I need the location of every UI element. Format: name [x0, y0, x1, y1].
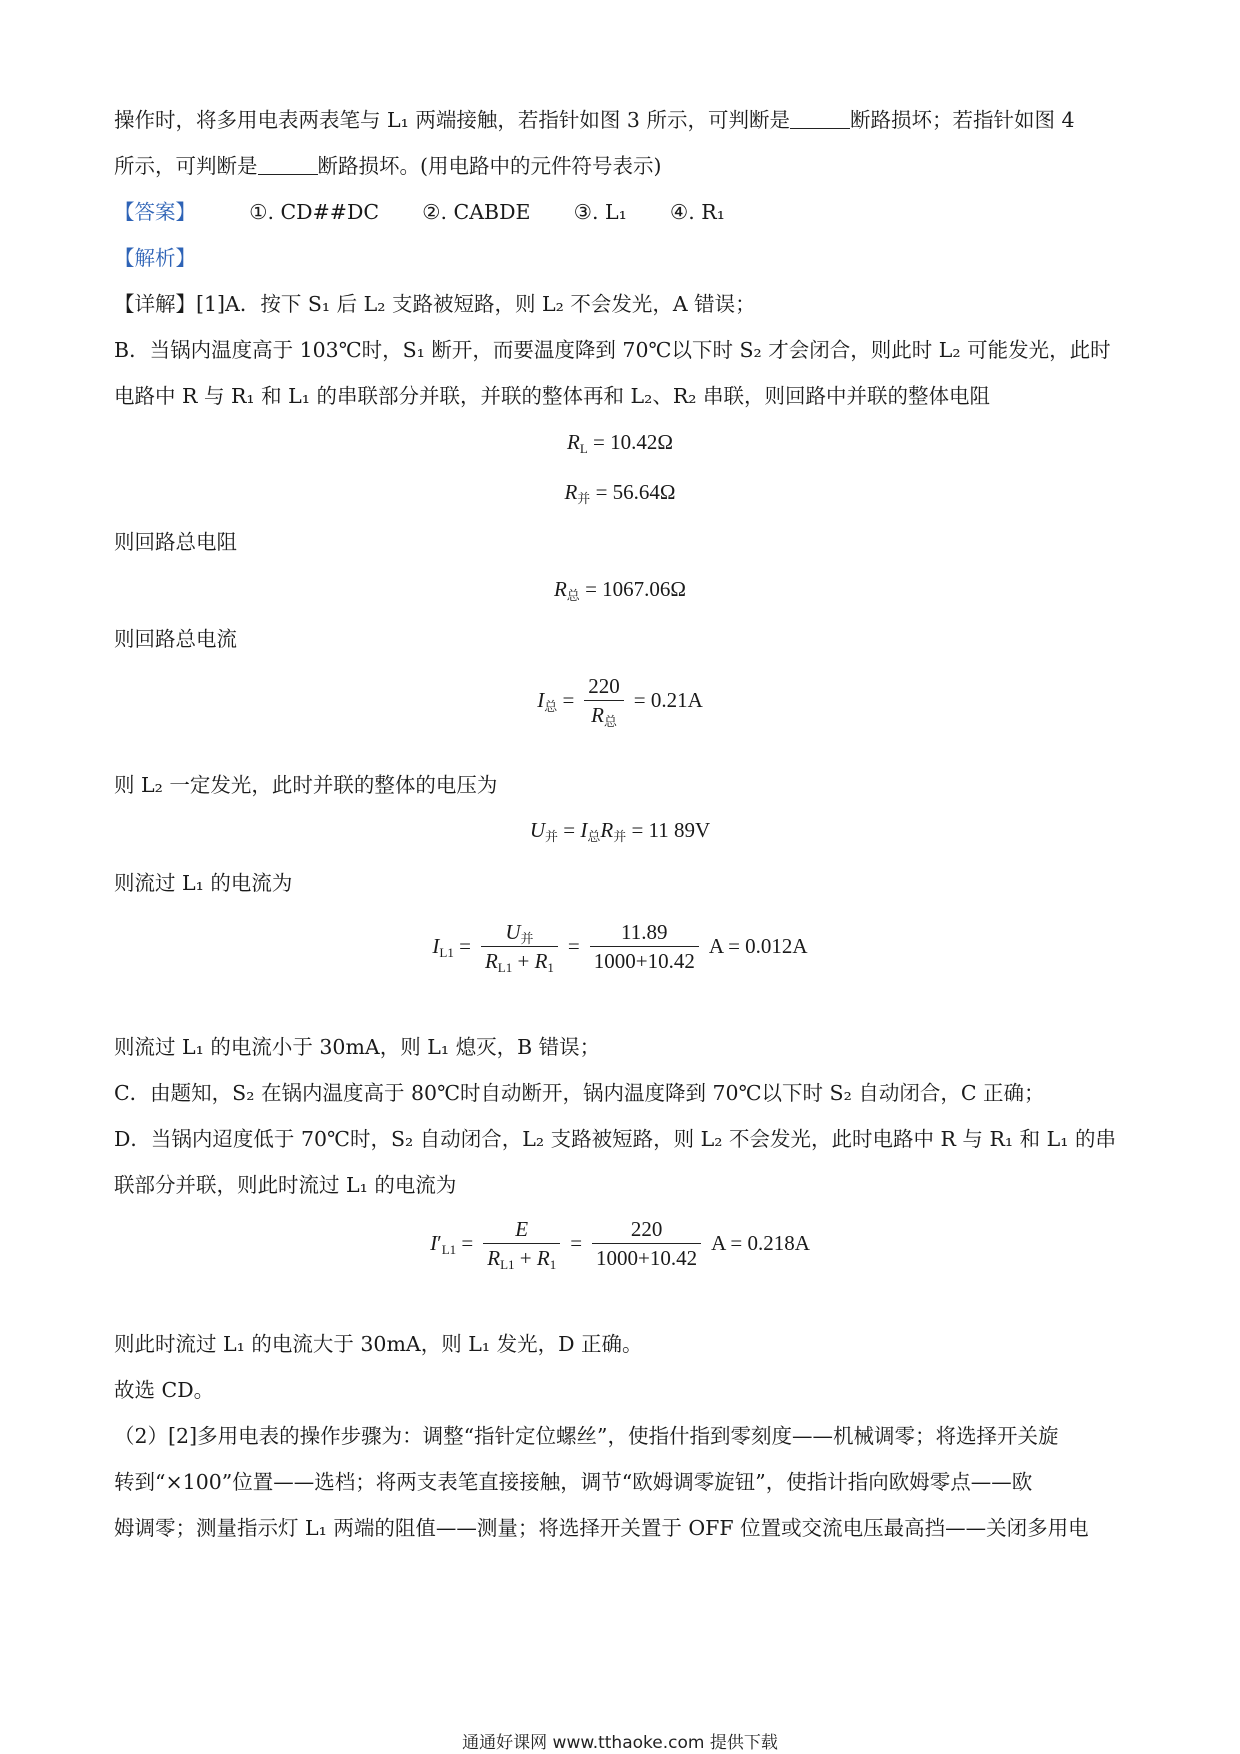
paragraph-line: 故选 CD。	[114, 1378, 215, 1402]
paragraph-line: 则流过 L₁ 的电流为	[114, 871, 293, 895]
paragraph-line: 则回路总电阻	[114, 530, 237, 554]
answer-tag: 【答案】	[114, 200, 196, 224]
answer-1: ①. CD##DC	[249, 200, 380, 224]
paragraph-line: 转到“×100”位置——选档；将两支表笔直接接触，调节“欧姆调零旋钮”，使指计指向欧姆零点——欧	[114, 1470, 1033, 1494]
equation-U-parallel: $U_并 = I_总R_并 = 11$ 89V	[529, 818, 711, 844]
paragraph-line: D．当锅内迢度低于 70℃时，S₂ 自动闭合，L₂ 支路被短路，则 L₂ 不会发光，此时电路中 R 与 R₁ 和 L₁ 的串	[114, 1127, 1116, 1151]
paragraph-line: 操作时，将多用电表两表笔与 L₁ 两端接触，若指针如图 3 所示，可判断是 断路损坏；若指针如图 4	[114, 108, 1075, 132]
equation-IL1-prime: $I'_{L1}$ = $\frac{E}{R_{L1} + R_1}$ = $\frac{220}{1000+10.42}$ A = 0.218A	[430, 1217, 810, 1272]
paragraph-line: 则 L₂ 一定发光，此时并联的整体的电压为	[114, 773, 498, 797]
equation-R-total: $R_总 = 1067.06\Omega$	[553, 577, 687, 603]
answer-blank	[790, 110, 850, 129]
paragraph-line: 【详解】[1]A．按下 S₁ 后 L₂ 支路被短路，则 L₂ 不会发光，A 错误；	[114, 292, 756, 316]
paragraph-line: 则此时流过 L₁ 的电流大于 30mA，则 L₁ 发光，D 正确。	[114, 1332, 643, 1356]
paragraph-line: 联部分并联，则此时流过 L₁ 的电流为	[114, 1173, 457, 1197]
answer-4: ④. R₁	[669, 200, 725, 224]
page-footer: 通通好课网 www.tthaoke.com 提供下载	[462, 1733, 778, 1753]
paragraph-line: 则流过 L₁ 的电流小于 30mA，则 L₁ 熄灭，B 错误；	[114, 1035, 601, 1059]
equation-I-total: $I_总$ = $\frac{220}{R_总}$ = 0.21A	[537, 674, 703, 729]
equation-R-parallel: $R_并 = 56.64\Omega$	[564, 480, 676, 506]
answer-3: ③. L₁	[573, 200, 627, 224]
analysis-tag: 【解析】	[114, 246, 196, 270]
equation-IL1: $I_{L1}$ = $\frac{U_并}{R_{L1} + R_1}$ = $\frac{11.89}{1000+10.42}$ A = 0.012A	[432, 920, 808, 975]
paragraph-line: （2）[2]多用电表的操作步骤为：调整“指针定位螺丝”，使指什指到零刻度——机械调零；将选择开关旋	[114, 1424, 1059, 1448]
paragraph-line: 姆调零；测量指示灯 L₁ 两端的阻值——测量；将选择开关置于 OFF 位置或交流电压最高挡——关闭多用电	[114, 1516, 1089, 1540]
paragraph-line: B．当锅内温度高于 103℃时，S₁ 断开，而要温度降到 70℃以下时 S₂ 才会闭合，则此时 L₂ 可能发光，此时	[114, 338, 1111, 362]
answer-line	[114, 197, 1130, 227]
paragraph-line: 电路中 R 与 R₁ 和 L₁ 的串联部分并联，并联的整体再和 L₂、R₂ 串联，则回路中并联的整体电阻	[114, 384, 991, 408]
paragraph-line: 则回路总电流	[114, 627, 237, 651]
paragraph-line: C．由题知，S₂ 在锅内温度高于 80℃时自动断开，锅内温度降到 70℃以下时 S₂ 自动闭合，C 正确；	[114, 1081, 1045, 1105]
answer-2: ②. CABDE	[422, 200, 531, 224]
answer-blank	[258, 156, 318, 175]
paragraph-line: 所示，可判断是 断路损坏。(用电路中的元件符号表示)	[114, 154, 662, 178]
equation-RL: $R_L = 10.42\Omega$	[567, 430, 673, 456]
